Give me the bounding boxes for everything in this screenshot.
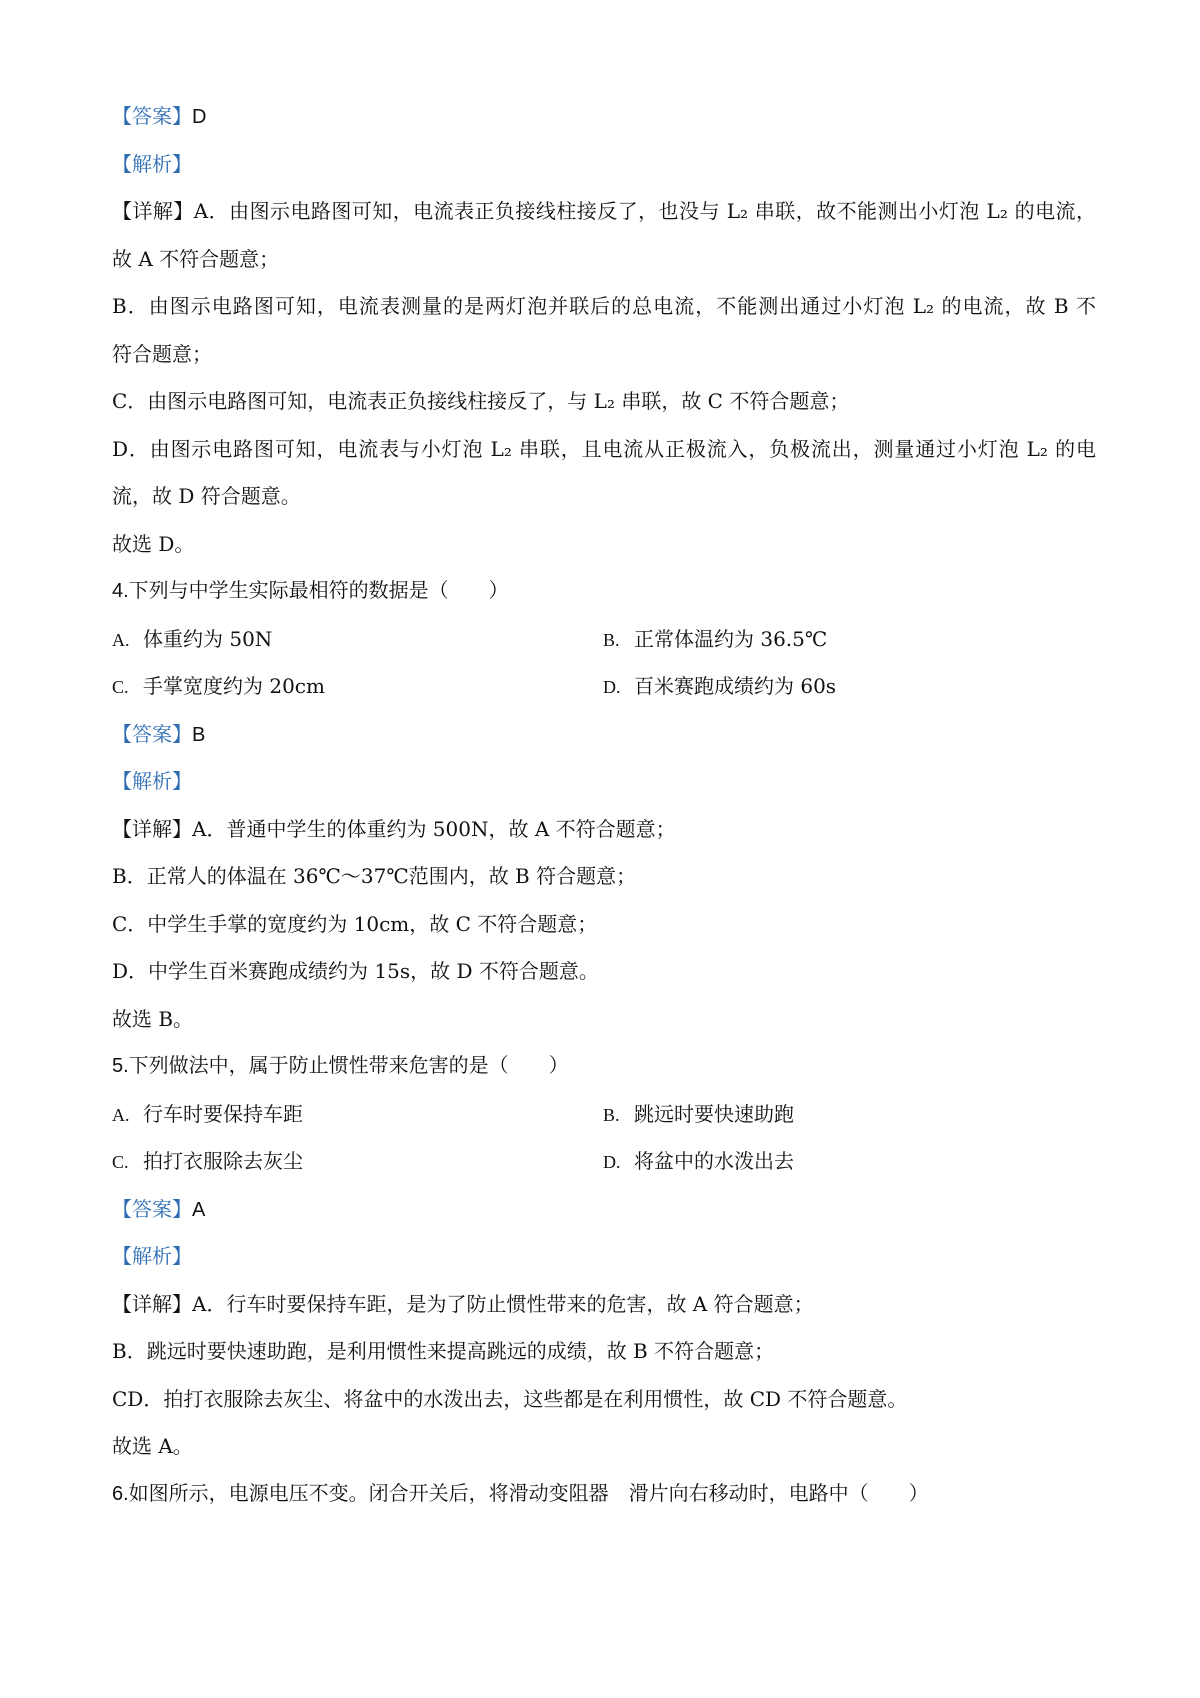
answer-value: B	[192, 723, 206, 746]
option-text: 行车时要保持车距	[143, 1101, 303, 1126]
option-label: C.	[112, 1152, 129, 1172]
q4-answer	[112, 711, 1096, 759]
q4-options-row-1	[112, 616, 1096, 664]
q3-detail-line: 【详解】A．由图示电路图可知，电流表正负接线柱接反了，也没与 L₂ 串联，故不能测出小灯泡 L₂ 的电流，	[112, 199, 1096, 223]
q4-detail-line: D．中学生百米赛跑成绩约为 15s，故 D 不符合题意。	[112, 959, 599, 983]
q5-option-d	[603, 1138, 794, 1187]
option-text: 跳远时要快速助跑	[634, 1101, 794, 1126]
q5-detail-line: B．跳远时要快速助跑，是利用惯性来提高跳远的成绩，故 B 不符合题意；	[112, 1339, 775, 1363]
answer-value: A	[192, 1198, 206, 1221]
q5-option-c	[112, 1138, 303, 1187]
q5-options-row-2	[112, 1138, 1096, 1186]
q5-analysis	[112, 1233, 1096, 1281]
q5-option-b	[603, 1091, 794, 1140]
q3-detail-line: D．由图示电路图可知，电流表与小灯泡 L₂ 串联，且电流从正极流入，负极流出，测量通过小灯泡 L₂ 的电	[112, 436, 1096, 461]
option-text: 百米赛跑成绩约为 60s	[634, 674, 837, 698]
option-label: A.	[112, 629, 130, 650]
option-label: A.	[112, 1104, 130, 1125]
q3-detail-line: C．由图示电路图可知，电流表正负接线柱接反了，与 L₂ 串联，故 C 不符合题意；	[112, 389, 850, 413]
q6-stem: 6.如图所示，电源电压不变。闭合开关后，将滑动变阻器 滑片向右移动时，电路中（ ）	[112, 1482, 929, 1505]
q3-answer	[112, 93, 1096, 141]
q4-option-d	[603, 663, 836, 712]
answer-value: D	[192, 106, 207, 128]
q4-stem: 4.下列与中学生实际最相符的数据是（ ）	[112, 580, 509, 602]
option-text: 正常体温约为 36.5℃	[634, 626, 828, 651]
q5-detail-line: 【详解】A．行车时要保持车距，是为了防止惯性带来的危害，故 A 符合题意；	[112, 1291, 814, 1316]
q3-detail-line: 符合题意；	[112, 341, 212, 366]
option-label: B.	[603, 629, 620, 650]
q5-detail-line: CD．拍打衣服除去灰尘、将盆中的水泼出去，这些都是在利用惯性，故 CD 不符合题意。	[112, 1386, 908, 1411]
document-page	[112, 93, 1096, 1518]
q4-analysis	[112, 758, 1096, 806]
analysis-label: 【解析】	[112, 1244, 192, 1268]
analysis-label: 【解析】	[112, 151, 192, 176]
q5-option-a	[112, 1091, 303, 1140]
q4-option-a	[112, 616, 272, 665]
answer-label: 【答案】	[112, 104, 192, 128]
q5-options-row-1	[112, 1091, 1096, 1139]
q3-detail-line: 故 A 不符合题意；	[112, 246, 280, 271]
q5-stem: 5.下列做法中，属于防止惯性带来危害的是（ ）	[112, 1055, 569, 1077]
q3-detail-line: B．由图示电路图可知，电流表测量的是两灯泡并联后的总电流，不能测出通过小灯泡 L₂ 的电流，故 B 不	[112, 294, 1096, 318]
q4-detail-line: B．正常人的体温在 36℃～37℃范围内，故 B 符合题意；	[112, 864, 637, 888]
option-label: D.	[603, 677, 621, 697]
option-text: 体重约为 50N	[143, 626, 273, 651]
answer-label: 【答案】	[112, 1196, 192, 1221]
option-label: D.	[603, 1152, 621, 1172]
q5-answer	[112, 1186, 1096, 1234]
option-text: 将盆中的水泼出去	[634, 1149, 794, 1173]
answer-label: 【答案】	[112, 721, 192, 746]
q5-conclusion: 故选 A。	[112, 1434, 193, 1458]
analysis-label: 【解析】	[112, 769, 192, 793]
q4-option-b	[603, 616, 827, 665]
option-text: 手掌宽度约为 20cm	[143, 674, 325, 698]
q4-options-row-2	[112, 663, 1096, 711]
option-label: C.	[112, 677, 129, 697]
q4-detail-line: 【详解】A．普通中学生的体重约为 500N，故 A 不符合题意；	[112, 816, 676, 841]
q4-detail-line: C．中学生手掌的宽度约为 10cm，故 C 不符合题意；	[112, 911, 598, 936]
q3-conclusion: 故选 D。	[112, 531, 195, 556]
q4-option-c	[112, 663, 325, 712]
q3-detail-line: 流，故 D 符合题意。	[112, 484, 301, 508]
option-text: 拍打衣服除去灰尘	[143, 1149, 303, 1173]
q4-conclusion: 故选 B。	[112, 1006, 194, 1031]
q3-analysis	[112, 141, 1096, 189]
option-label: B.	[603, 1104, 620, 1125]
